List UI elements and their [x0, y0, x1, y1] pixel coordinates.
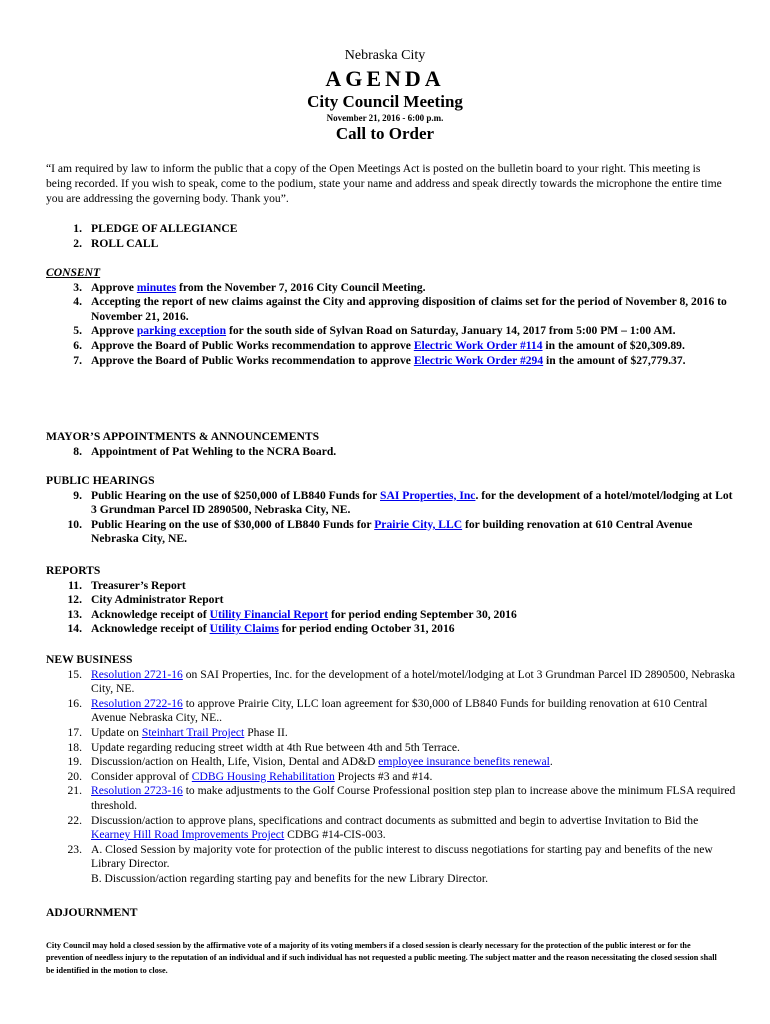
agenda-item: [46, 668, 736, 697]
item-number: 17.: [67, 725, 82, 739]
item-text: ROLL CALL: [91, 236, 159, 250]
new-business-heading: NEW BUSINESS: [46, 653, 133, 666]
meeting-date: November 21, 2016 - 6:00 p.m.: [326, 113, 444, 123]
agenda-item: [46, 324, 736, 339]
agenda-item: [46, 354, 736, 369]
item-text-post: CDBG #14-CIS-003.: [284, 828, 386, 842]
item-text: [91, 697, 708, 725]
new-business-section: [46, 653, 736, 887]
item-text: PLEDGE OF ALLEGIANCE: [91, 222, 238, 235]
item-text-pre: Discussion/action on Health, Life, Vision, Dental and AD&D: [91, 755, 379, 769]
item-number: 2.: [73, 236, 82, 250]
item-text-pre: Approve: [91, 280, 137, 294]
consent-list: [46, 281, 736, 369]
document-link[interactable]: Electric Work Order #114: [413, 338, 543, 352]
item-text-pre: Treasurer’s Report: [91, 578, 186, 592]
list-item: [46, 237, 736, 252]
agenda-item: [46, 281, 736, 296]
item-text-post: to make adjustments to the Golf Course Professional position step plan to increase above the minimum FLSA required threshold.: [91, 784, 736, 812]
document-link[interactable]: Utility Claims: [209, 622, 279, 636]
agenda-item: [46, 770, 736, 785]
call-to-order-heading: Call to Order: [335, 124, 435, 143]
hearings-heading: PUBLIC HEARINGS: [46, 474, 155, 487]
agenda-item: [46, 741, 736, 756]
reports-section: [46, 564, 736, 637]
item-number: 4.: [73, 295, 82, 309]
item-text-pre: Update regarding reducing street width at 4th Rue between 4th and 5th Terrace.: [91, 740, 460, 754]
document-link[interactable]: Utility Financial Report: [209, 607, 329, 621]
item-text: [91, 489, 733, 517]
agenda-item: [46, 518, 736, 547]
item-number: 16.: [67, 696, 82, 710]
item-text-post: from the November 7, 2016 City Council Meeting.: [176, 280, 426, 294]
item-text-pre: Acknowledge receipt of: [91, 607, 210, 621]
item-number: 12.: [67, 593, 82, 607]
item-text: [91, 622, 455, 635]
hearings-list: [46, 489, 736, 547]
item-text-pre: Appointment of Pat Wehling to the NCRA Board.: [91, 444, 337, 458]
item-text: [91, 770, 432, 783]
item-number: 6.: [73, 338, 82, 352]
item-number: 10.: [67, 517, 82, 531]
item-text: [91, 843, 713, 871]
item-text-pre: Public Hearing on the use of $250,000 of LB840 Funds for: [91, 488, 381, 502]
adjournment-heading: ADJOURNMENT: [46, 906, 138, 919]
agenda-item: [46, 445, 736, 460]
document-link[interactable]: Prairie City, LLC: [374, 517, 463, 531]
agenda-item: [46, 814, 736, 843]
item-text: [91, 755, 553, 768]
item-subpoint: B. Discussion/action regarding starting pay and benefits for the new Library Director.: [91, 871, 488, 885]
item-number: 1.: [73, 222, 82, 235]
mayor-heading: MAYOR’S APPOINTMENTS & ANNOUNCEMENTS: [46, 430, 320, 443]
item-number: 22.: [67, 813, 82, 827]
agenda-title: AGENDA: [325, 66, 445, 91]
item-text: [91, 324, 676, 337]
document-link[interactable]: Resolution 2723-16: [91, 784, 183, 798]
mayor-list: [46, 445, 736, 460]
item-text: [91, 784, 735, 812]
item-text: [91, 741, 460, 754]
agenda-item: [46, 608, 736, 623]
document-link[interactable]: Steinhart Trail Project: [141, 725, 245, 739]
agenda-item: [46, 697, 736, 726]
reports-heading: REPORTS: [46, 564, 101, 577]
item-text: [91, 339, 685, 352]
item-number: 8.: [73, 444, 82, 458]
item-text-post: for period ending October 31, 2016: [278, 622, 455, 636]
document-link[interactable]: Kearney Hill Road Improvements Project: [91, 828, 285, 842]
item-text: [91, 518, 692, 546]
item-text-post: for the south side of Sylvan Road on Saturday, January 14, 2017 from 5:00 PM – 1:00 AM.: [226, 324, 676, 338]
item-text-pre: Approve the Board of Public Works recommendation to approve: [91, 338, 414, 352]
document-link[interactable]: employee insurance benefits renewal: [378, 755, 550, 769]
item-text: [91, 579, 186, 592]
item-number: 14.: [67, 622, 82, 636]
item-text-pre: A. Closed Session by majority vote for protection of the public interest to discuss negotiations for starting pay and benefits of the new Library Director.: [91, 842, 713, 871]
item-text-post: for period ending September 30, 2016: [328, 607, 517, 621]
item-text: [91, 608, 517, 621]
item-text-pre: Acknowledge receipt of: [91, 622, 210, 636]
item-text-post: Projects #3 and #14.: [334, 769, 433, 783]
new-business-list: [46, 668, 736, 887]
agenda-item: [46, 784, 736, 813]
agenda-item: [46, 579, 736, 594]
item-text-pre: Consider approval of: [91, 769, 192, 783]
item-text: [91, 445, 336, 458]
document-link[interactable]: minutes: [136, 280, 177, 294]
item-text-pre: Approve: [91, 324, 137, 338]
item-number: 21.: [67, 784, 82, 798]
agenda-item: [46, 622, 736, 637]
item-number: 19.: [67, 755, 82, 769]
agenda-item: [46, 295, 736, 324]
agenda-item: [46, 339, 736, 354]
mayor-section: [46, 430, 736, 459]
item-number: 13.: [67, 607, 82, 621]
agenda-item: [46, 843, 736, 887]
item-number: 20.: [67, 769, 82, 783]
item-text-post: . for the development of a hotel/motel/lodging at Lot 3 Grundman Parcel ID 2890500, Nebraska City, NE.: [91, 488, 733, 517]
item-text: [91, 354, 686, 367]
item-number: 18.: [67, 740, 82, 754]
meeting-title: City Council Meeting: [307, 92, 463, 111]
document-link[interactable]: Resolution 2722-16: [91, 696, 183, 710]
document-link[interactable]: Resolution 2721-16: [91, 667, 183, 681]
agenda-item: [46, 726, 736, 741]
opening-section: [46, 222, 736, 251]
item-text: [91, 295, 727, 323]
item-text: [91, 814, 698, 842]
item-text-post: Phase II.: [244, 725, 288, 739]
closed-session-footnote: City Council may hold a closed session by the affirmative vote of a majority of its voting members if a closed session is clearly necessary for the protection of the public interest or for the prevention of needless injury to the reputation of an individual and if such individual has not requested a public meeting. The subject matter and the reason necessitating the closed session shall be identified in the motion to close.: [46, 941, 717, 975]
agenda-item: [46, 489, 736, 518]
item-number: 9.: [73, 488, 82, 502]
document-link[interactable]: Electric Work Order #294: [413, 353, 544, 367]
item-text-pre: Accepting the report of new claims against the City and approving disposition of claims set for the period of November 8, 2016 to November 21, 2016.: [91, 295, 727, 323]
item-text-post: in the amount of $20,309.89.: [542, 338, 685, 352]
city-name: Nebraska City: [344, 48, 426, 63]
hearings-section: [46, 474, 736, 547]
document-link[interactable]: parking exception: [136, 324, 227, 338]
item-number: 23.: [67, 842, 82, 856]
item-text-post: in the amount of $27,779.37.: [543, 353, 686, 367]
item-text: [91, 726, 288, 739]
item-number: 5.: [73, 324, 82, 338]
item-number: 15.: [67, 667, 82, 681]
item-text-post: on SAI Properties, Inc. for the development of a hotel/motel/lodging at Lot 3 Grundman Parcel ID 2890500, Nebraska City, NE.: [91, 667, 735, 696]
consent-section: [46, 266, 736, 368]
item-text-post: for building renovation at 610 Central Avenue Nebraska City, NE.: [91, 517, 693, 546]
item-number: 3.: [73, 280, 82, 294]
agenda-item: [46, 593, 736, 608]
consent-heading: CONSENT: [46, 266, 101, 279]
agenda-item: [46, 755, 736, 770]
item-text-pre: Update on: [91, 725, 142, 739]
item-text-pre: Discussion/action to approve plans, specifications and contract documents as submitted and begin to advertise Invitation to Bid the: [91, 813, 699, 827]
reports-list: [46, 579, 736, 637]
open-meetings-notice: “I am required by law to inform the public that a copy of the Open Meetings Act is posted on the bulletin board to your right. This meeting is being recorded. If you wish to speak, come to the podium, state your name and address and speak directly towards the microphone the entire time you are addressing the governing body. Thank you”.: [46, 162, 722, 205]
item-number: 11.: [68, 578, 82, 592]
document-link[interactable]: CDBG Housing Rehabilitation: [191, 769, 335, 783]
item-text: [91, 668, 735, 696]
item-text: [91, 281, 426, 294]
item-number: 7.: [73, 353, 82, 367]
item-text-pre: City Administrator Report: [91, 593, 224, 607]
document-link[interactable]: SAI Properties, Inc: [380, 488, 476, 502]
list-item: [46, 222, 736, 237]
item-text-post: .: [549, 755, 553, 769]
item-text: [91, 593, 223, 606]
item-text-pre: Approve the Board of Public Works recommendation to approve: [91, 353, 414, 367]
item-text-post: to approve Prairie City, LLC loan agreement for $30,000 of LB840 Funds for building renovation at 610 Central Avenue Nebraska City, NE..: [91, 696, 708, 725]
item-text-pre: Public Hearing on the use of $30,000 of LB840 Funds for: [91, 517, 375, 531]
